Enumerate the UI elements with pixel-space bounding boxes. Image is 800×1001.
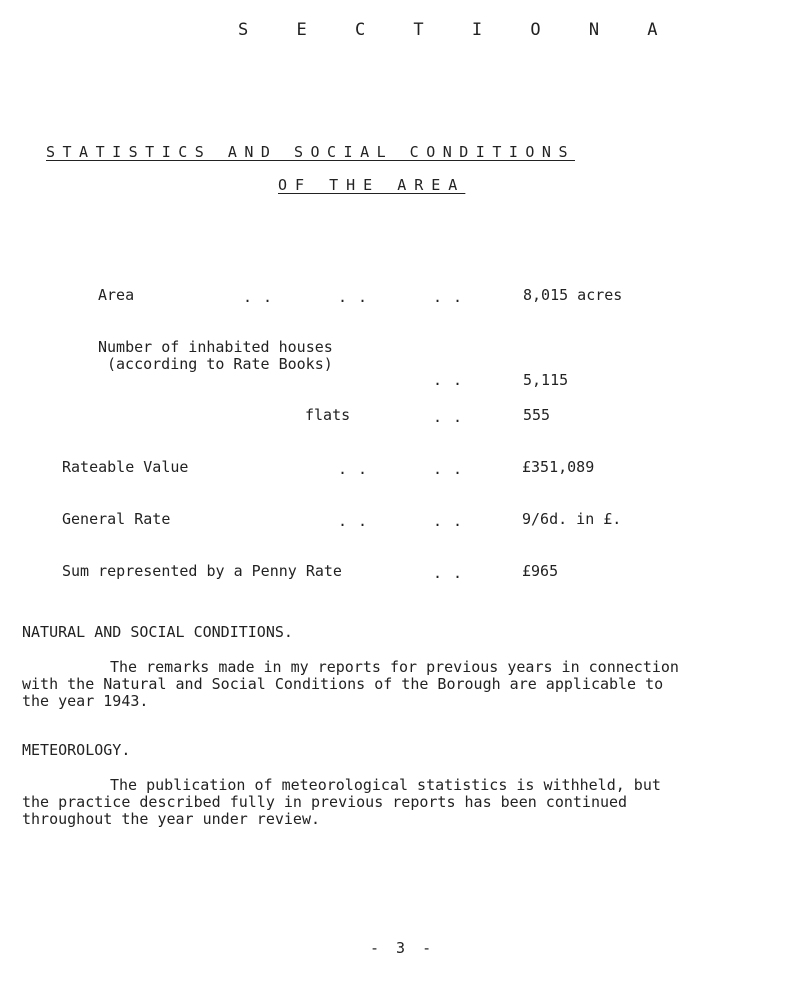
houses-label: Number of inhabited houses [98,338,333,356]
leader-dots: . . [433,288,464,306]
leader-dots: . . [338,512,369,530]
natural-heading: NATURAL AND SOCIAL CONDITIONS. [22,623,293,641]
page-number: - 3 - [370,939,436,957]
leader-dots: . . [243,288,274,306]
natural-paragraph-line: with the Natural and Social Conditions of the Borough are applicable to [22,675,664,693]
area-label: Area [98,286,135,304]
meteorology-heading: METEOROLOGY. [22,741,131,759]
meteorology-paragraph-line: throughout the year under review. [22,810,321,828]
leader-dots: . . [433,460,464,478]
leader-dots: . . [338,288,369,306]
natural-paragraph-line: The remarks made in my reports for previous years in connection [110,658,679,676]
general-rate-label: General Rate [62,510,171,528]
rateable-label: Rateable Value [62,458,189,476]
houses-value: 5,115 [523,371,569,389]
meteorology-paragraph-line: The publication of meteorological statistics is withheld, but [110,776,661,794]
section-label: S E C T I O N A [238,20,677,40]
natural-paragraph-line: the year 1943. [22,692,149,710]
leader-dots: . . [433,564,464,582]
penny-rate-label: Sum represented by a Penny Rate [62,562,342,580]
area-value: 8,015 acres [523,286,623,304]
page-title: STATISTICS AND SOCIAL CONDITIONS [46,143,575,161]
leader-dots: . . [433,371,464,389]
houses-label-sub: (according to Rate Books) [107,355,333,373]
flats-value: 555 [523,406,551,424]
rateable-value: £351,089 [522,458,595,476]
page-subtitle: OF THE AREA [278,176,466,194]
flats-label: flats [305,406,351,424]
leader-dots: . . [338,460,369,478]
leader-dots: . . [433,408,464,426]
penny-rate-value: £965 [522,562,559,580]
general-rate-value: 9/6d. in £. [522,510,622,528]
leader-dots: . . [433,512,464,530]
meteorology-paragraph-line: the practice described fully in previous reports has been continued [22,793,628,811]
